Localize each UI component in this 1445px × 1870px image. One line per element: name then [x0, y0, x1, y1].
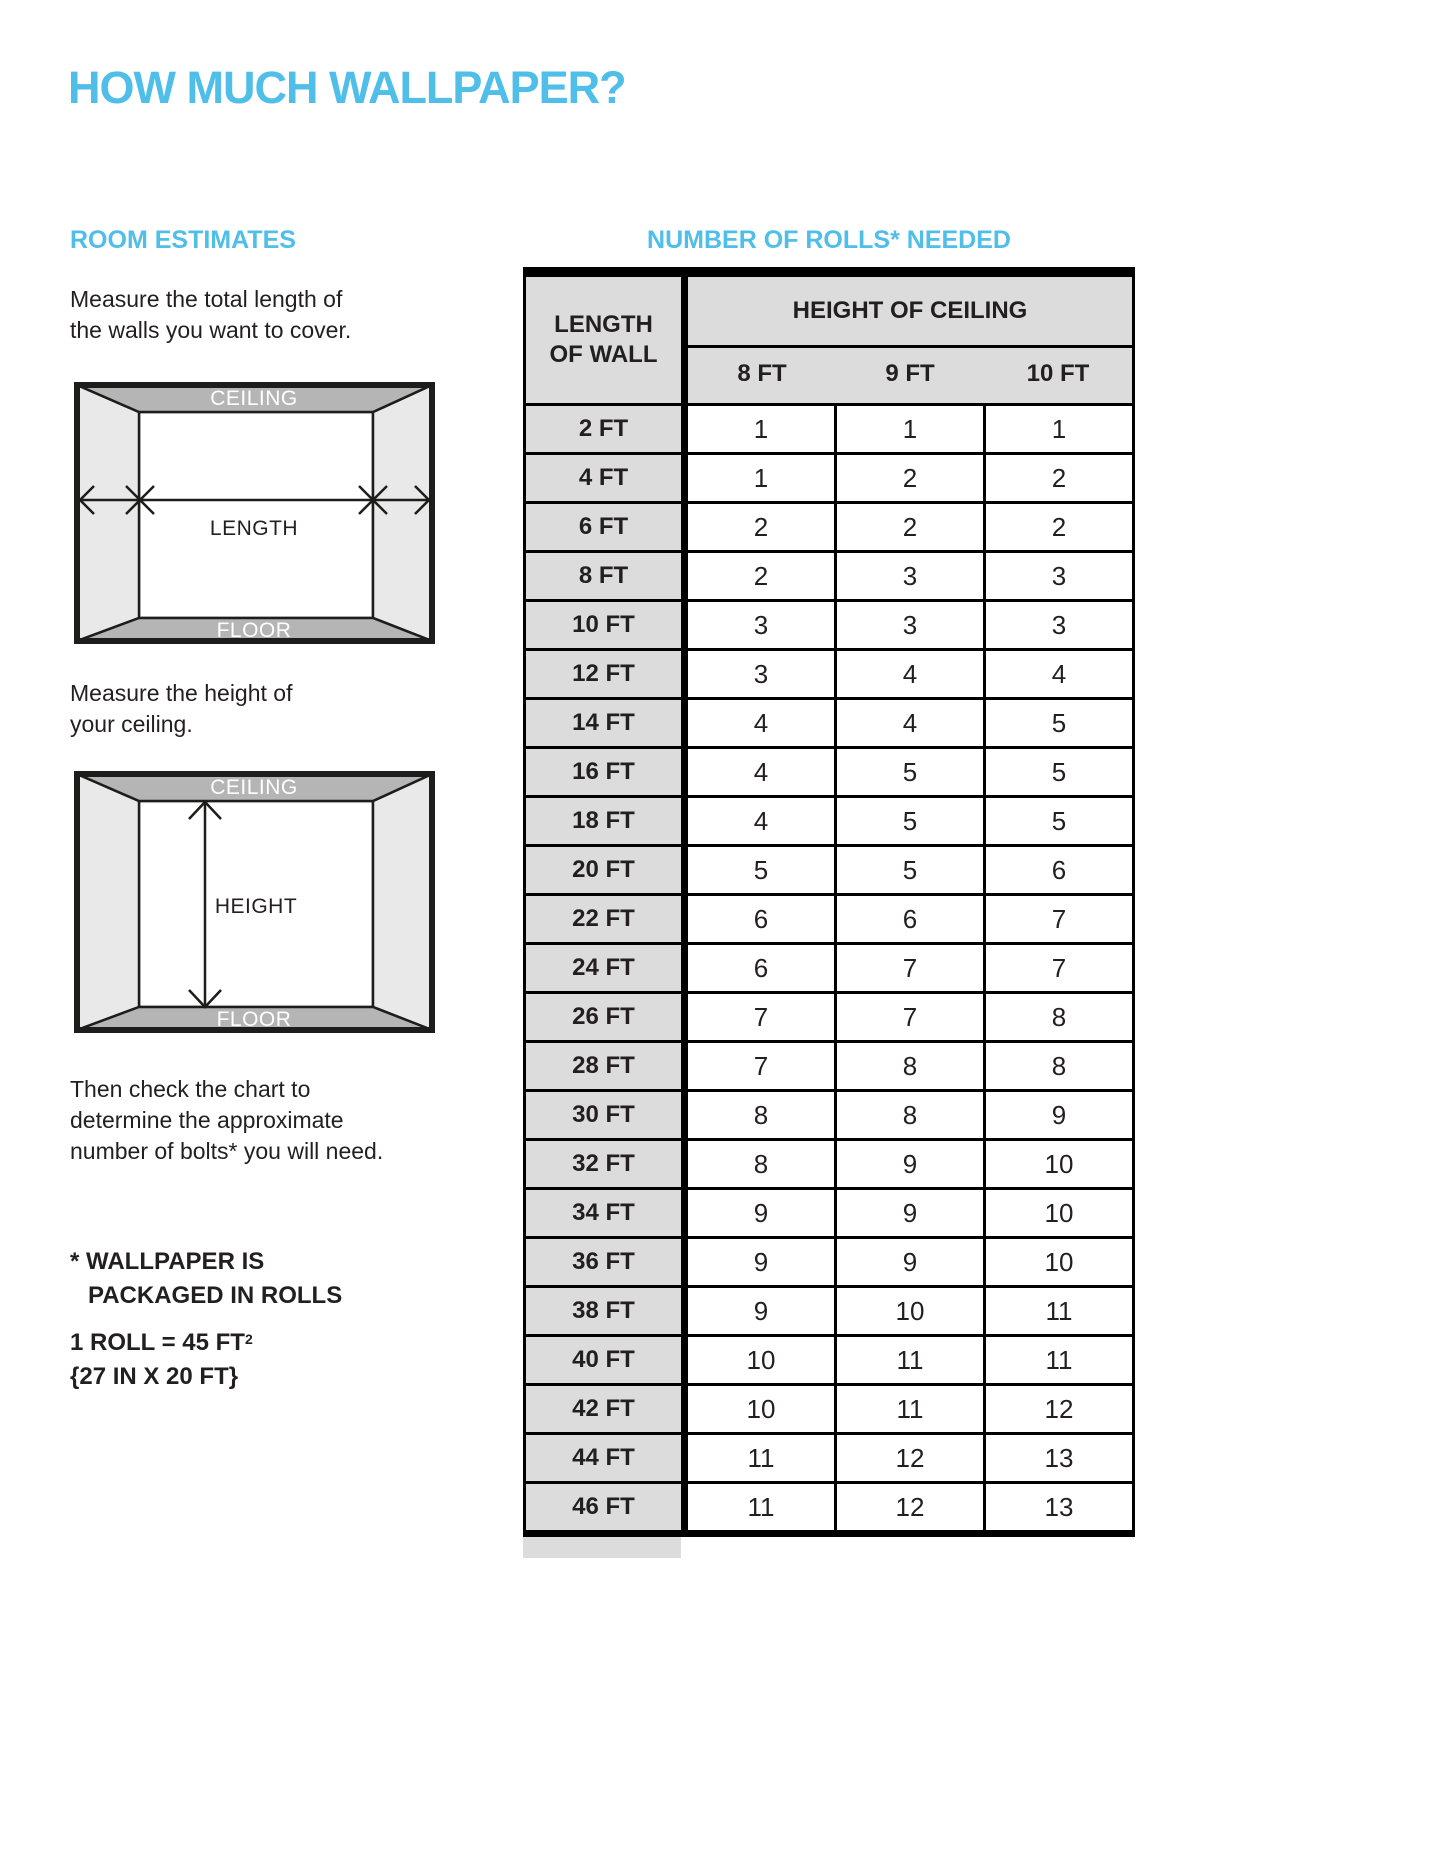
instruction-paragraph-height: [70, 678, 292, 740]
header-line: LENGTH: [554, 311, 653, 338]
table-row: [523, 550, 1135, 599]
roll-count-cells: [681, 455, 1135, 501]
roll-count-cells: [681, 1386, 1135, 1432]
roll-count-cell: 10: [983, 1190, 1132, 1236]
floor-label: FLOOR: [216, 619, 292, 642]
roll-count-cell: 2: [834, 504, 983, 550]
table-row: [523, 1040, 1135, 1089]
roll-count-cell: 4: [753, 707, 769, 738]
footnote-rolls: [70, 1245, 342, 1313]
roll-count-cells: [681, 1092, 1135, 1138]
floor-label: FLOOR: [216, 1008, 292, 1031]
column-header-10ft: 10 FT: [1026, 360, 1090, 387]
paragraph-line: your ceiling.: [70, 711, 193, 737]
table-row: [523, 942, 1135, 991]
roll-count-cell: 10: [746, 1344, 776, 1375]
table-row: [523, 1138, 1135, 1187]
roll-count-cell: 11: [834, 1386, 983, 1432]
roll-count-cell: 3: [834, 602, 983, 648]
roll-count-cell: 9: [983, 1092, 1132, 1138]
wall-length-label: 26 FT: [523, 994, 681, 1040]
table-row: [523, 648, 1135, 697]
roll-count-cell: 11: [983, 1288, 1132, 1334]
roll-count-cell: 2: [753, 511, 769, 542]
left-wall: [77, 385, 139, 641]
height-of-ceiling-header: HEIGHT OF CEILING: [688, 277, 1132, 348]
roll-count-cell: 4: [753, 805, 769, 836]
superscript-2: 2: [244, 1331, 253, 1347]
roll-count-cells: [681, 994, 1135, 1040]
paragraph-line: the walls you want to cover.: [70, 317, 352, 343]
roll-count-cell: 8: [753, 1099, 769, 1130]
ceiling-height-subheaders: [688, 348, 1132, 400]
roll-count-cell: 12: [983, 1386, 1132, 1432]
wall-length-label: 8 FT: [523, 553, 681, 599]
paragraph-line: number of bolts* you will need.: [70, 1138, 384, 1164]
header-line: OF WALL: [549, 341, 658, 368]
table-row: [523, 1285, 1135, 1334]
roll-count-cell: 5: [834, 847, 983, 893]
wall-length-label: 34 FT: [523, 1190, 681, 1236]
roll-count-cells: [681, 504, 1135, 550]
footnote-line: * WALLPAPER IS: [70, 1248, 265, 1275]
roll-count-cell: 7: [753, 1001, 769, 1032]
roll-count-cell: 10: [746, 1393, 776, 1424]
wall-length-label: 4 FT: [523, 455, 681, 501]
table-row: [523, 1334, 1135, 1383]
roll-count-cell: 11: [747, 1491, 775, 1522]
paragraph-line: Measure the height of: [70, 680, 293, 706]
wall-length-label: 30 FT: [523, 1092, 681, 1138]
wall-length-label: 28 FT: [523, 1043, 681, 1089]
wall-length-label: 36 FT: [523, 1239, 681, 1285]
roll-count-cells: [681, 602, 1135, 648]
roll-count-cell: 11: [834, 1337, 983, 1383]
roll-count-cell: 1: [983, 406, 1132, 452]
roll-count-cell: 6: [983, 847, 1132, 893]
instruction-paragraph-chart: [70, 1074, 383, 1167]
paragraph-line: Measure the total length of: [70, 286, 343, 312]
roll-count-cell: 5: [753, 854, 769, 885]
left-wall: [77, 774, 139, 1030]
ceiling-label: CEILING: [210, 776, 298, 799]
roll-count-cell: 4: [834, 700, 983, 746]
roll-count-cells: [681, 651, 1135, 697]
roll-count-cells: [681, 847, 1135, 893]
roll-count-cell: 7: [834, 945, 983, 991]
roll-count-cells: [681, 553, 1135, 599]
roll-count-cell: 6: [834, 896, 983, 942]
table-body: [523, 403, 1135, 1530]
roll-count-cells: [681, 1337, 1135, 1383]
table-row: [523, 1236, 1135, 1285]
roll-count-cells: [681, 1141, 1135, 1187]
roll-count-cells: [681, 700, 1135, 746]
ceiling-label: CEILING: [210, 387, 298, 410]
wall-length-label: 38 FT: [523, 1288, 681, 1334]
wall-length-label: 42 FT: [523, 1386, 681, 1432]
wall-length-label: 6 FT: [523, 504, 681, 550]
roll-count-cell: 13: [983, 1435, 1132, 1481]
roll-count-cells: [681, 406, 1135, 452]
roll-count-cell: 11: [983, 1337, 1132, 1383]
roll-count-cell: 9: [834, 1190, 983, 1236]
roll-count-cell: 1: [753, 413, 769, 444]
roll-area-text: 1 ROLL = 45 FT: [70, 1329, 245, 1356]
length-of-wall-header: [523, 277, 681, 403]
section-heading-rolls-needed: NUMBER OF ROLLS* NEEDED: [647, 226, 1011, 254]
label-column-tab: [523, 1537, 681, 1558]
table-row: [523, 795, 1135, 844]
roll-count-cell: 8: [834, 1043, 983, 1089]
roll-count-cell: 11: [747, 1442, 775, 1473]
roll-count-cell: 3: [983, 553, 1132, 599]
back-wall: [139, 412, 373, 618]
roll-count-cells: [681, 1043, 1135, 1089]
roll-count-cell: 12: [834, 1435, 983, 1481]
roll-count-cell: 4: [753, 756, 769, 787]
roll-count-cell: 2: [983, 455, 1132, 501]
table-row: [523, 1383, 1135, 1432]
height-label: HEIGHT: [214, 895, 298, 918]
roll-count-cell: 1: [753, 462, 769, 493]
right-wall: [373, 774, 432, 1030]
table-row: [523, 844, 1135, 893]
wall-length-label: 44 FT: [523, 1435, 681, 1481]
table-row: [523, 501, 1135, 550]
roll-count-cell: 13: [983, 1484, 1132, 1530]
footnote-line: {27 IN X 20 FT}: [70, 1363, 239, 1390]
roll-count-cell: 6: [753, 903, 769, 934]
wall-length-label: 14 FT: [523, 700, 681, 746]
table-row: [523, 1481, 1135, 1530]
paragraph-line: determine the approximate: [70, 1107, 344, 1133]
roll-count-cell: 9: [834, 1239, 983, 1285]
table-row: [523, 1187, 1135, 1236]
roll-count-cell: 5: [983, 798, 1132, 844]
table-row: [523, 991, 1135, 1040]
roll-count-cells: [681, 1239, 1135, 1285]
wall-length-label: 20 FT: [523, 847, 681, 893]
roll-count-cell: 3: [834, 553, 983, 599]
roll-count-cell: 5: [834, 749, 983, 795]
roll-count-cell: 7: [753, 1050, 769, 1081]
paragraph-line: Then check the chart to: [70, 1076, 311, 1102]
roll-count-cell: 2: [983, 504, 1132, 550]
wall-length-label: 2 FT: [523, 406, 681, 452]
roll-count-cell: 3: [753, 609, 769, 640]
wall-length-label: 40 FT: [523, 1337, 681, 1383]
instruction-paragraph-length: [70, 284, 351, 346]
table-bottom-bar: [523, 1530, 1135, 1537]
roll-count-cell: 3: [983, 602, 1132, 648]
wall-length-label: 22 FT: [523, 896, 681, 942]
roll-count-cell: 10: [983, 1239, 1132, 1285]
table-row: [523, 599, 1135, 648]
roll-count-cell: 9: [753, 1197, 769, 1228]
roll-count-cells: [681, 1288, 1135, 1334]
footnote-line: [70, 1322, 253, 1360]
wall-length-label: 24 FT: [523, 945, 681, 991]
roll-count-cells: [681, 1484, 1135, 1530]
roll-count-cell: 9: [753, 1246, 769, 1277]
roll-count-cell: 4: [983, 651, 1132, 697]
roll-count-cell: 5: [983, 749, 1132, 795]
right-wall: [373, 385, 432, 641]
roll-count-cell: 1: [834, 406, 983, 452]
table-row: [523, 697, 1135, 746]
wall-length-label: 18 FT: [523, 798, 681, 844]
roll-count-cells: [681, 749, 1135, 795]
wall-length-label: 46 FT: [523, 1484, 681, 1530]
table-row: [523, 746, 1135, 795]
wallpaper-rolls-table: [523, 267, 1135, 1558]
roll-count-cell: 9: [834, 1141, 983, 1187]
room-length-diagram: [74, 382, 435, 644]
roll-count-cell: 5: [834, 798, 983, 844]
table-row: [523, 1089, 1135, 1138]
wall-length-label: 32 FT: [523, 1141, 681, 1187]
roll-count-cell: 2: [753, 560, 769, 591]
column-header-8ft: 8 FT: [737, 360, 787, 387]
roll-count-cell: 10: [834, 1288, 983, 1334]
roll-count-cell: 8: [983, 994, 1132, 1040]
footnote-roll-size: [70, 1322, 253, 1394]
roll-count-cell: 4: [834, 651, 983, 697]
table-header: [523, 277, 1135, 403]
roll-count-cell: 10: [983, 1141, 1132, 1187]
roll-count-cell: 5: [983, 700, 1132, 746]
table-row: [523, 452, 1135, 501]
wall-length-label: 12 FT: [523, 651, 681, 697]
page-title: HOW MUCH WALLPAPER?: [68, 62, 626, 113]
footnote-line: PACKAGED IN ROLLS: [88, 1282, 343, 1309]
roll-count-cell: 3: [753, 658, 769, 689]
table-row: [523, 403, 1135, 452]
column-header-9ft: 9 FT: [885, 360, 935, 387]
roll-count-cell: 8: [753, 1148, 769, 1179]
wall-length-label: 10 FT: [523, 602, 681, 648]
table-row: [523, 893, 1135, 942]
roll-count-cell: 12: [834, 1484, 983, 1530]
roll-count-cell: 8: [983, 1043, 1132, 1089]
roll-count-cells: [681, 1190, 1135, 1236]
roll-count-cells: [681, 896, 1135, 942]
roll-count-cell: 8: [834, 1092, 983, 1138]
roll-count-cell: 7: [983, 896, 1132, 942]
roll-count-cell: 7: [983, 945, 1132, 991]
section-heading-room-estimates: ROOM ESTIMATES: [70, 226, 296, 254]
table-row: [523, 1432, 1135, 1481]
roll-count-cells: [681, 945, 1135, 991]
ceiling-height-header-group: [681, 277, 1135, 403]
roll-count-cell: 9: [753, 1295, 769, 1326]
roll-count-cell: 2: [834, 455, 983, 501]
roll-count-cells: [681, 798, 1135, 844]
roll-count-cell: 7: [834, 994, 983, 1040]
roll-count-cell: 6: [753, 952, 769, 983]
roll-count-cells: [681, 1435, 1135, 1481]
table-top-bar: [523, 267, 1135, 277]
room-height-diagram: [74, 771, 435, 1033]
wall-length-label: 16 FT: [523, 749, 681, 795]
length-label: LENGTH: [209, 517, 299, 540]
